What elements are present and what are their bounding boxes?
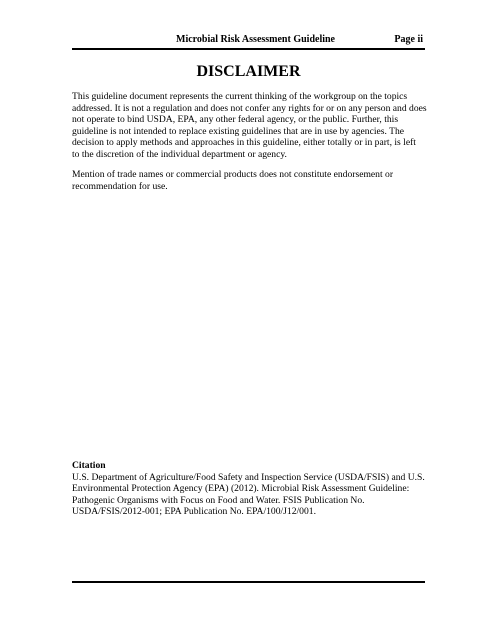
- page-header: [72, 31, 425, 47]
- page-title: DISCLAIMER: [196, 63, 301, 80]
- paragraph-line: Mention of trade names or commercial products does not constitute endorsement or: [72, 169, 394, 180]
- paragraph-line: decision to apply methods and approaches in this guideline, either totally or in part, is left: [72, 137, 416, 148]
- footer-rule: [72, 581, 425, 583]
- citation-heading: Citation: [72, 460, 106, 471]
- paragraph-line: recommendation for use.: [72, 180, 168, 192]
- header-rule: [72, 48, 425, 50]
- paragraph-line: addressed. It is not a regulation and does not confer any rights for or on any person and does: [72, 102, 427, 114]
- citation-line: Pathogenic Organisms with Focus on Food and Water. FSIS Publication No.: [72, 494, 365, 506]
- paragraph-line: This guideline document represents the current thinking of the workgroup on the topics: [72, 91, 408, 102]
- header-title: Microbial Risk Assessment Guideline: [176, 34, 335, 45]
- paragraph-line: not operate to bind USDA, EPA, any other federal agency, or the public. Further, this: [72, 114, 399, 125]
- header-page-number: Page ii: [394, 34, 423, 45]
- citation-line: USDA/FSIS/2012-001; EPA Publication No. EPA/100/J12/001.: [72, 506, 316, 517]
- citation-line: Environmental Protection Agency (EPA) (2012). Microbial Risk Assessment Guideline:: [72, 483, 410, 494]
- trade-names-paragraph: [72, 169, 432, 192]
- citation-line: U.S. Department of Agriculture/Food Safety and Inspection Service (USDA/FSIS) and U.S.: [72, 471, 425, 483]
- disclaimer-paragraph: [72, 91, 432, 160]
- paragraph-line: guideline is not intended to replace existing guidelines that are in use by agencies. The: [72, 125, 405, 137]
- paragraph-line: to the discretion of the individual department or agency.: [72, 148, 287, 160]
- citation-section: [72, 460, 432, 518]
